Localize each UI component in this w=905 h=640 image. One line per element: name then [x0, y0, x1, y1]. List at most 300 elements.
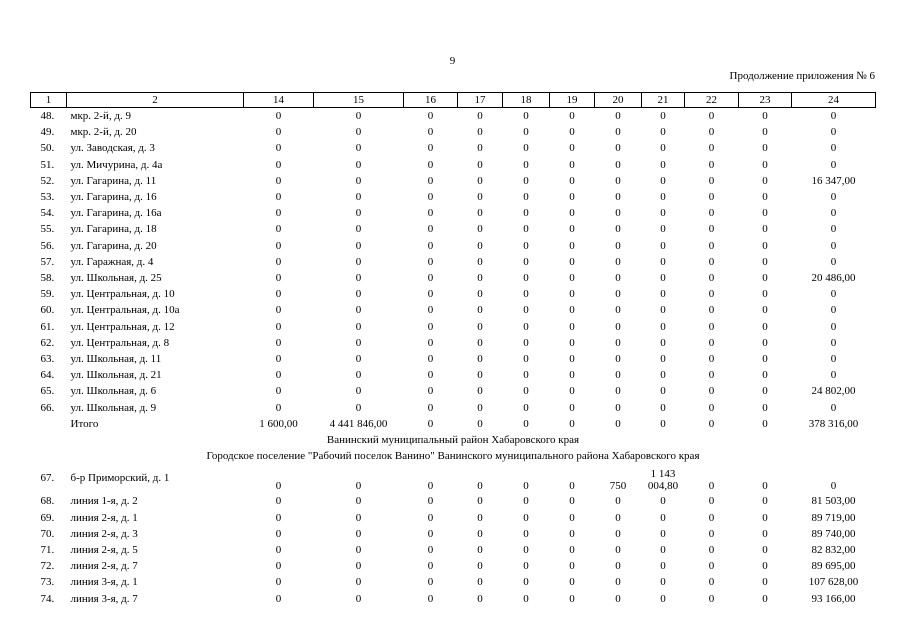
- row-value: 0: [477, 353, 483, 366]
- row-address: мкр. 2-й, д. 9: [70, 110, 131, 122]
- row-value: 0: [708, 592, 715, 605]
- row-value: 0: [275, 239, 282, 252]
- row-value: 0: [523, 320, 529, 333]
- row-value: 0: [615, 592, 621, 605]
- row-value: 0: [762, 495, 768, 508]
- continuation-caption: Продолжение приложения № 6: [729, 70, 875, 82]
- row-value: 0: [660, 288, 666, 301]
- row-value: 0: [355, 191, 362, 204]
- row-value: 0: [477, 401, 483, 414]
- row-address: мкр. 2-й, д. 20: [70, 126, 137, 139]
- row-value: 0: [355, 527, 362, 540]
- row-value: 0: [762, 385, 768, 398]
- row-value: 0: [660, 369, 666, 382]
- row-value: 0: [615, 320, 621, 333]
- row-value: 0: [427, 255, 434, 268]
- row-value: 0: [569, 272, 575, 285]
- row-number: 60.: [40, 304, 55, 317]
- row-value: 0: [523, 304, 529, 317]
- row-value: 0: [569, 560, 575, 573]
- row-value: 0: [477, 191, 483, 204]
- row-value: 0: [830, 223, 837, 236]
- row-value: 0: [477, 207, 483, 220]
- row-address: линия 2-я, д. 5: [70, 544, 138, 557]
- row-value: 0: [523, 385, 529, 398]
- row-address: ул. Школьная, д. 6: [70, 385, 157, 398]
- row-value: 0: [569, 110, 575, 122]
- row-value: 20 486,00: [811, 272, 856, 285]
- row-value: 0: [355, 544, 362, 557]
- row-value: 0: [762, 369, 768, 382]
- row-value: 0: [477, 511, 483, 524]
- row-value: 0: [830, 353, 837, 366]
- row-value: 0: [427, 336, 434, 349]
- row-value: 0: [615, 174, 621, 187]
- row-value: 0: [762, 336, 768, 349]
- row-value: 0: [427, 320, 434, 333]
- table-row: [31, 124, 876, 140]
- row-value: 0: [477, 110, 483, 122]
- row-value: 0: [615, 110, 621, 122]
- row-value: 0: [830, 369, 837, 382]
- row-value: 0: [708, 320, 715, 333]
- row-value: 0: [660, 401, 666, 414]
- row-number: 71.: [40, 544, 55, 557]
- table-row: [31, 270, 876, 286]
- row-value: 0: [477, 126, 483, 139]
- table-row: [31, 238, 876, 254]
- row-value: 0: [477, 369, 483, 382]
- row-value: 0: [355, 576, 362, 589]
- table-row: [31, 574, 876, 590]
- column-header: 18: [503, 93, 550, 108]
- column-header: 14: [244, 93, 314, 108]
- row-value: 0: [830, 239, 837, 252]
- row-address: линия 3-я, д. 7: [70, 592, 138, 605]
- row-value: 0: [477, 385, 483, 398]
- row-value: 0: [427, 288, 434, 301]
- row-value: 0: [830, 480, 837, 493]
- row-value: [642, 464, 685, 493]
- row-value: 0: [762, 110, 768, 122]
- row-value: 0: [660, 126, 666, 139]
- row-value: 0: [660, 142, 666, 155]
- row-value: 0: [569, 320, 575, 333]
- column-header: 15: [314, 93, 404, 108]
- row-number: 56.: [40, 239, 55, 252]
- row-value: 0: [355, 401, 362, 414]
- total-value: 0: [427, 417, 434, 430]
- row-value: 0: [615, 207, 621, 220]
- row-value: 0: [427, 511, 434, 524]
- row-value: 0: [660, 304, 666, 317]
- row-value: 0: [355, 560, 362, 573]
- row-address: ул. Школьная, д. 21: [70, 369, 162, 382]
- row-number: 66.: [40, 401, 55, 414]
- row-value: 0: [615, 369, 621, 382]
- row-value: 0: [708, 544, 715, 557]
- row-number: 74.: [40, 592, 55, 605]
- row-value: 0: [275, 401, 282, 414]
- row-value: 0: [427, 304, 434, 317]
- table-row: [31, 335, 876, 351]
- row-number: 53.: [40, 191, 55, 204]
- row-address: ул. Школьная, д. 25: [70, 272, 162, 285]
- row-value: 0: [660, 110, 666, 122]
- row-value: 0: [708, 174, 715, 187]
- total-value: 0: [477, 417, 483, 430]
- row-number: 72.: [40, 560, 55, 573]
- row-value: 0: [830, 320, 837, 333]
- table-row: [31, 157, 876, 173]
- row-value: 0: [427, 527, 434, 540]
- row-value: 0: [427, 576, 434, 589]
- row-value: 0: [615, 385, 621, 398]
- row-number: 59.: [40, 288, 55, 301]
- row-value: 0: [615, 495, 621, 508]
- row-value: 0: [355, 304, 362, 317]
- table-row: [31, 591, 876, 607]
- row-value: 0: [615, 353, 621, 366]
- row-address: линия 2-я, д. 1: [70, 511, 138, 524]
- page-number: 9: [449, 55, 456, 67]
- row-value: 0: [569, 288, 575, 301]
- row-value: 0: [275, 191, 282, 204]
- row-value: 0: [569, 126, 575, 139]
- total-label: Итого: [70, 417, 99, 430]
- row-value: 0: [615, 544, 621, 557]
- table-row: [31, 140, 876, 156]
- row-value: 0: [355, 223, 362, 236]
- row-value: 0: [275, 158, 282, 171]
- row-value: 81 503,00: [811, 495, 856, 508]
- row-number: 69.: [40, 511, 55, 524]
- row-value: 0: [762, 142, 768, 155]
- split-value-bottom: 004,80: [647, 480, 679, 493]
- row-value: 0: [615, 336, 621, 349]
- row-value: 0: [427, 495, 434, 508]
- row-value: 0: [275, 142, 282, 155]
- row-value: 0: [708, 110, 715, 122]
- row-value: 0: [523, 207, 529, 220]
- row-value: 93 166,00: [811, 592, 856, 605]
- row-value: 0: [477, 576, 483, 589]
- row-value: 0: [355, 174, 362, 187]
- section-row: [31, 448, 876, 464]
- row-value: 0: [427, 385, 434, 398]
- row-value: 0: [275, 304, 282, 317]
- row-value: 0: [427, 126, 434, 139]
- row-address: ул. Мичурина, д. 4а: [70, 158, 163, 171]
- row-value: 0: [762, 353, 768, 366]
- row-number: 61.: [40, 320, 55, 333]
- row-value: 0: [615, 511, 621, 524]
- row-address: ул. Гагарина, д. 11: [70, 174, 157, 187]
- row-value: 0: [477, 480, 483, 493]
- row-value: 0: [477, 288, 483, 301]
- row-address: линия 1-я, д. 2: [70, 495, 138, 508]
- row-value: 0: [762, 191, 768, 204]
- table-row: [31, 221, 876, 237]
- row-value: 0: [615, 576, 621, 589]
- row-value: 0: [275, 336, 282, 349]
- row-value: 0: [275, 320, 282, 333]
- column-header: 17: [458, 93, 503, 108]
- row-value: 0: [615, 255, 621, 268]
- row-address: ул. Гагарина, д. 18: [70, 223, 157, 236]
- row-value: 0: [355, 480, 362, 493]
- row-value: 0: [708, 480, 715, 493]
- row-value: 0: [660, 495, 666, 508]
- table-row: [31, 173, 876, 189]
- row-value: 0: [569, 495, 575, 508]
- row-value: 0: [708, 126, 715, 139]
- row-value: 0: [660, 336, 666, 349]
- row-address: ул. Гагарина, д. 16а: [70, 207, 162, 220]
- row-value: 0: [615, 223, 621, 236]
- row-value: 0: [523, 495, 529, 508]
- row-value: 0: [477, 527, 483, 540]
- total-value: 0: [762, 417, 768, 430]
- row-number: 63.: [40, 353, 55, 366]
- table-row: [31, 351, 876, 367]
- row-number: 73.: [40, 576, 55, 589]
- row-value: 0: [569, 239, 575, 252]
- row-value: 0: [708, 255, 715, 268]
- row-address: линия 3-я, д. 1: [70, 576, 138, 589]
- row-value: 0: [762, 527, 768, 540]
- row-value: 0: [660, 223, 666, 236]
- row-value: 0: [569, 223, 575, 236]
- row-address: б-р Приморский, д. 1: [70, 472, 170, 485]
- row-value: 89 719,00: [811, 511, 856, 524]
- row-value: 0: [708, 401, 715, 414]
- row-value: 0: [355, 385, 362, 398]
- row-value: 0: [762, 576, 768, 589]
- row-value: 0: [708, 158, 715, 171]
- row-value: 0: [477, 239, 483, 252]
- table-row: [31, 108, 876, 125]
- row-value: 0: [830, 288, 837, 301]
- section-heading: Городское поселение "Рабочий поселок Ванино" Ванинского муниципального района Хабаровского края: [206, 450, 700, 463]
- row-value: 0: [355, 110, 362, 122]
- row-value: 0: [355, 255, 362, 268]
- split-value-top: 1 143: [650, 468, 676, 481]
- row-number: 51.: [40, 158, 55, 171]
- row-value: 107 628,00: [808, 576, 859, 589]
- total-value: 1 600,00: [259, 417, 298, 430]
- table-row: [31, 367, 876, 383]
- row-value: 0: [523, 158, 529, 171]
- row-value: 0: [523, 527, 529, 540]
- row-value: 0: [569, 527, 575, 540]
- row-value: 0: [708, 495, 715, 508]
- row-value: 0: [660, 239, 666, 252]
- row-value: 0: [660, 385, 666, 398]
- table-row: [31, 542, 876, 558]
- row-value: 0: [762, 401, 768, 414]
- row-value: 0: [275, 544, 282, 557]
- row-value: 0: [523, 142, 529, 155]
- column-header: 20: [595, 93, 642, 108]
- column-header: 19: [550, 93, 595, 108]
- row-value: 0: [615, 401, 621, 414]
- row-value: 0: [275, 272, 282, 285]
- row-value: 0: [427, 142, 434, 155]
- row-value: 0: [569, 142, 575, 155]
- row-value: 0: [660, 255, 666, 268]
- row-value: 0: [615, 527, 621, 540]
- row-value: 0: [660, 560, 666, 573]
- row-value: 0: [708, 576, 715, 589]
- row-value: 0: [427, 369, 434, 382]
- row-number: 65.: [40, 385, 55, 398]
- row-value: 0: [708, 560, 715, 573]
- row-value: 0: [523, 560, 529, 573]
- row-value: 0: [615, 304, 621, 317]
- row-number: 67.: [40, 472, 55, 485]
- row-value: 89 695,00: [811, 560, 856, 573]
- row-value: 0: [569, 191, 575, 204]
- table-row: [31, 526, 876, 542]
- row-value: 0: [523, 223, 529, 236]
- row-value: 0: [660, 174, 666, 187]
- row-value: 0: [355, 320, 362, 333]
- row-value: 0: [569, 336, 575, 349]
- row-value: 0: [660, 527, 666, 540]
- row-value: 0: [615, 158, 621, 171]
- table-row: [31, 254, 876, 270]
- row-value: 0: [477, 544, 483, 557]
- row-value: 0: [427, 110, 434, 122]
- row-value: 0: [523, 480, 529, 493]
- row-value: 0: [708, 223, 715, 236]
- row-value: 0: [275, 369, 282, 382]
- row-value: 0: [660, 576, 666, 589]
- row-value: 0: [830, 401, 837, 414]
- row-value: 0: [355, 336, 362, 349]
- row-value: 0: [762, 158, 768, 171]
- row-number: 58.: [40, 272, 55, 285]
- row-value: 0: [523, 353, 529, 366]
- total-number-empty: [31, 416, 67, 432]
- row-value: 0: [660, 320, 666, 333]
- table-row: [31, 302, 876, 318]
- total-row: [31, 416, 876, 432]
- row-value: 0: [275, 223, 282, 236]
- row-value: 0: [427, 207, 434, 220]
- row-value: 0: [569, 304, 575, 317]
- row-value: 0: [427, 239, 434, 252]
- table-row: [31, 189, 876, 205]
- row-value: 0: [275, 255, 282, 268]
- row-value: 0: [830, 110, 837, 122]
- row-value: 0: [660, 353, 666, 366]
- column-header: 24: [792, 93, 876, 108]
- row-value: 0: [660, 191, 666, 204]
- row-number: 64.: [40, 369, 55, 382]
- row-value: 0: [275, 110, 282, 122]
- row-value: 0: [523, 191, 529, 204]
- row-address: ул. Центральная, д. 10: [70, 288, 175, 301]
- row-number: 49.: [40, 126, 55, 139]
- column-header: 23: [739, 93, 792, 108]
- row-value: 0: [708, 142, 715, 155]
- total-value: 4 441 846,00: [329, 417, 388, 430]
- row-value: 0: [830, 336, 837, 349]
- table-row: [31, 558, 876, 574]
- row-value: 0: [355, 353, 362, 366]
- row-value: 0: [427, 560, 434, 573]
- row-value: 0: [275, 353, 282, 366]
- row-value: 0: [615, 126, 621, 139]
- row-value: 0: [275, 527, 282, 540]
- row-value: 0: [275, 495, 282, 508]
- row-value: 0: [762, 255, 768, 268]
- row-value: 0: [523, 126, 529, 139]
- row-address: ул. Центральная, д. 10а: [70, 304, 180, 317]
- row-value: 0: [477, 272, 483, 285]
- row-value: 0: [708, 527, 715, 540]
- row-value: 0: [708, 385, 715, 398]
- row-value: 0: [569, 544, 575, 557]
- row-value: 0: [830, 207, 837, 220]
- table-row: [31, 286, 876, 302]
- total-value: 0: [523, 417, 529, 430]
- row-value: 0: [762, 223, 768, 236]
- row-value: 0: [427, 158, 434, 171]
- row-value: 0: [523, 110, 529, 122]
- row-value: 0: [569, 174, 575, 187]
- row-value: 0: [762, 207, 768, 220]
- row-value: 0: [708, 191, 715, 204]
- row-value: 0: [708, 239, 715, 252]
- row-value: 0: [830, 255, 837, 268]
- row-value: 0: [355, 592, 362, 605]
- row-address: ул. Гаражная, д. 4: [70, 255, 154, 268]
- table-row: [31, 383, 876, 399]
- row-value: 0: [477, 592, 483, 605]
- row-value: 0: [477, 495, 483, 508]
- row-value: 0: [569, 480, 575, 493]
- row-value: 0: [523, 336, 529, 349]
- row-number: 50.: [40, 142, 55, 155]
- table-row: [31, 319, 876, 335]
- row-value: 0: [523, 576, 529, 589]
- column-header: 2: [67, 93, 244, 108]
- row-value: 0: [355, 142, 362, 155]
- row-value: 0: [523, 401, 529, 414]
- total-value: 0: [569, 417, 575, 430]
- row-value: 0: [523, 288, 529, 301]
- row-value: 0: [355, 207, 362, 220]
- row-value: 0: [477, 158, 483, 171]
- row-number: 57.: [40, 255, 55, 268]
- row-value: 0: [477, 142, 483, 155]
- row-value: 0: [427, 353, 434, 366]
- row-value: 0: [523, 511, 529, 524]
- row-value: 0: [355, 126, 362, 139]
- row-value: 0: [477, 174, 483, 187]
- row-value: 0: [762, 239, 768, 252]
- row-value: 0: [569, 401, 575, 414]
- row-value: 0: [355, 158, 362, 171]
- data-table: [30, 92, 876, 607]
- row-address: ул. Центральная, д. 8: [70, 336, 170, 349]
- row-address: линия 2-я, д. 7: [70, 560, 138, 573]
- row-value: 0: [762, 511, 768, 524]
- row-value: 0: [569, 255, 575, 268]
